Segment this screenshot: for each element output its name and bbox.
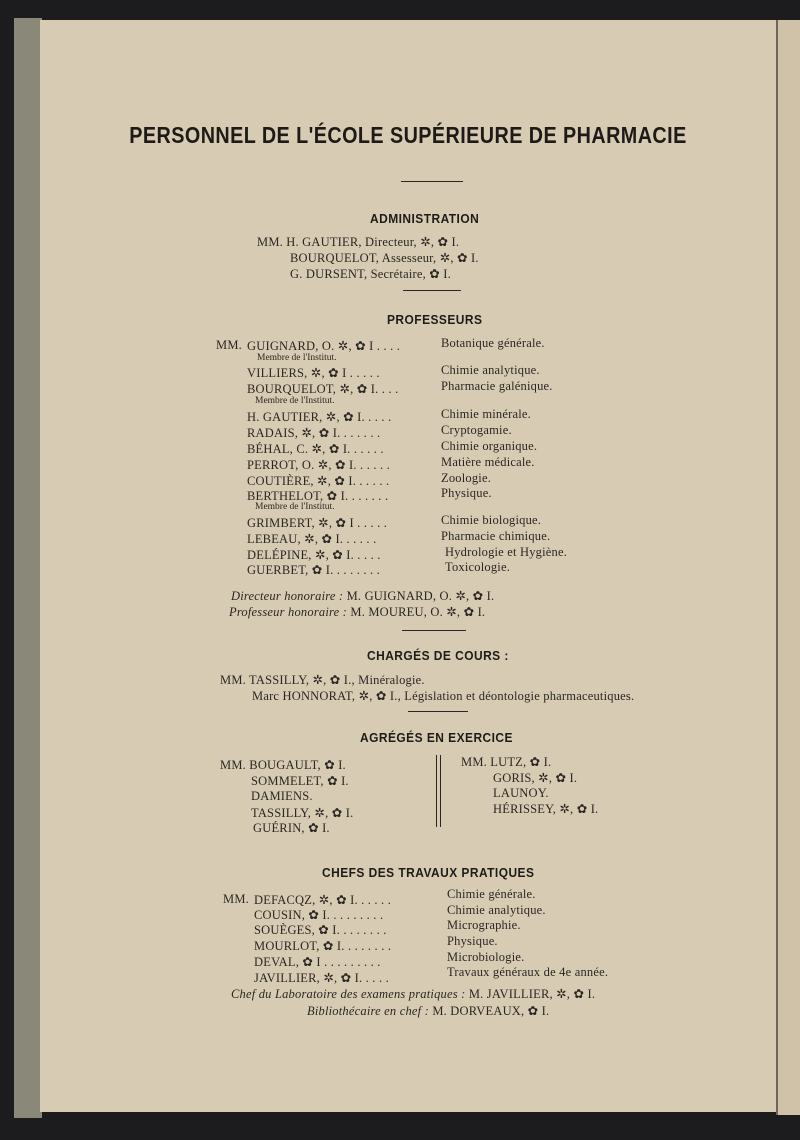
agrege-right: HÉRISSEY, ✲, ✿ I. <box>493 802 599 816</box>
professeur-subject: Cryptogamie. <box>441 423 512 437</box>
document-page <box>40 20 776 1112</box>
institut-note: Membre de l'Institut. <box>255 502 335 512</box>
professeurs-heading: PROFESSEURS <box>387 312 483 327</box>
chef-name: JAVILLIER, ✲, ✿ I. . . . . <box>254 971 389 985</box>
professeur-name: GUERBET, ✿ I. . . . . . . . <box>247 563 380 577</box>
professeur-name: BÉHAL, C. ✲, ✿ I. . . . . . <box>247 442 384 456</box>
section-rule <box>408 711 468 712</box>
institut-note: Membre de l'Institut. <box>257 353 337 363</box>
chef-footer-label: Chef du Laboratoire des examens pratiques : <box>231 987 466 1001</box>
agrege-left: MM. BOUGAULT, ✿ I. <box>220 758 346 772</box>
professeur-subject: Zoologie. <box>441 471 492 485</box>
page-title: PERSONNEL DE L'ÉCOLE SUPÉRIEURE DE PHARMACIE <box>129 122 687 148</box>
professeur-name: VILLIERS, ✲, ✿ I . . . . . <box>247 366 380 380</box>
chef-footer-label: Bibliothécaire en chef : <box>307 1004 429 1018</box>
professeur-subject: Chimie minérale. <box>441 407 531 421</box>
section-rule <box>403 290 461 291</box>
chefs-prefix: MM. <box>223 892 249 906</box>
administration-heading: ADMINISTRATION <box>370 211 480 226</box>
admin-line: BOURQUELOT, Assesseur, ✲, ✿ I. <box>290 251 479 265</box>
professeur-name: GRIMBERT, ✲, ✿ I . . . . . <box>247 516 388 530</box>
professeur-subject: Matière médicale. <box>441 455 535 469</box>
professeur-name: BERTHELOT, ✿ I. . . . . . . <box>247 489 389 503</box>
agrege-left: TASSILLY, ✲, ✿ I. <box>251 806 354 820</box>
agrege-left: SOMMELET, ✿ I. <box>251 774 349 788</box>
chef-footer-value: M. DORVEAUX, ✿ I. <box>432 1004 550 1018</box>
professeur-name: COUTIÈRE, ✲, ✿ I. . . . . . <box>247 474 390 488</box>
next-page-edge <box>776 20 800 1115</box>
chef-subject: Physique. <box>447 934 498 948</box>
chef-name: SOUÈGES, ✿ I. . . . . . . . <box>254 923 387 937</box>
agreges-heading: AGRÉGÉS EN EXERCICE <box>360 730 513 745</box>
column-divider <box>436 755 437 827</box>
chef-name: COUSIN, ✿ I. . . . . . . . . <box>254 908 384 922</box>
agrege-left: DAMIENS. <box>251 789 313 803</box>
chefs-heading: CHEFS DES TRAVAUX PRATIQUES <box>322 865 535 880</box>
professeur-name: BOURQUELOT, ✲, ✿ I. . . . <box>247 382 399 396</box>
chef-name: DEFACQZ, ✲, ✿ I. . . . . . <box>254 893 392 907</box>
section-rule <box>402 630 466 631</box>
professeur-subject: Hydrologie et Hygiène. <box>445 545 568 559</box>
chef-subject: Chimie générale. <box>447 887 536 901</box>
professeur-subject: Pharmacie galénique. <box>441 379 553 393</box>
honoraire-label: Professeur honoraire : <box>229 605 348 619</box>
professeur-subject: Physique. <box>441 486 492 500</box>
chef-name: MOURLOT, ✿ I. . . . . . . . <box>254 939 392 953</box>
agrege-right: MM. LUTZ, ✿ I. <box>461 755 552 769</box>
column-divider <box>440 755 441 827</box>
professeur-subject: Chimie analytique. <box>441 363 540 377</box>
admin-line: MM. H. GAUTIER, Directeur, ✲, ✿ I. <box>257 235 460 249</box>
book-spine <box>14 18 42 1118</box>
professeur-subject: Chimie biologique. <box>441 513 542 527</box>
professeur-name: H. GAUTIER, ✲, ✿ I. . . . . <box>247 410 392 424</box>
title-rule <box>401 181 463 182</box>
honoraire-label: Directeur honoraire : <box>231 589 344 603</box>
professeur-subject: Botanique générale. <box>441 336 545 350</box>
professeurs-prefix: MM. <box>216 338 242 352</box>
honoraire-line <box>231 588 494 604</box>
professeur-name: PERROT, O. ✲, ✿ I. . . . . . <box>247 458 390 472</box>
chef-subject: Chimie analytique. <box>447 903 546 917</box>
agrege-left: GUÉRIN, ✿ I. <box>253 821 330 835</box>
honoraire-value: M. GUIGNARD, O. ✲, ✿ I. <box>346 589 495 603</box>
professeur-subject: Toxicologie. <box>445 560 511 574</box>
chef-footer-line <box>231 986 595 1002</box>
charges-line: Marc HONNORAT, ✲, ✿ I., Législation et déontologie pharmaceutiques. <box>252 689 635 703</box>
admin-line: G. DURSENT, Secrétaire, ✿ I. <box>290 267 451 281</box>
charges-line: MM. TASSILLY, ✲, ✿ I., Minéralogie. <box>220 673 425 687</box>
chef-name: DEVAL, ✿ I . . . . . . . . . <box>254 955 381 969</box>
professeur-subject: Chimie organique. <box>441 439 538 453</box>
chef-subject: Travaux généraux de 4e année. <box>447 965 609 979</box>
agrege-right: LAUNOY. <box>493 786 549 800</box>
professeur-name: DELÉPINE, ✲, ✿ I. . . . . <box>247 548 381 562</box>
professeur-name: RADAIS, ✲, ✿ I. . . . . . . <box>247 426 381 440</box>
professeur-subject: Pharmacie chimique. <box>441 529 551 543</box>
agrege-right: GORIS, ✲, ✿ I. <box>493 771 578 785</box>
charges-heading: CHARGÉS DE COURS : <box>367 648 509 663</box>
chef-subject: Micrographie. <box>447 918 521 932</box>
chef-footer-value: M. JAVILLIER, ✲, ✿ I. <box>468 987 596 1001</box>
professeur-name: LEBEAU, ✲, ✿ I. . . . . . <box>247 532 377 546</box>
institut-note: Membre de l'Institut. <box>255 396 335 406</box>
chef-footer-line <box>307 1003 549 1019</box>
chef-subject: Microbiologie. <box>447 950 525 964</box>
honoraire-value: M. MOUREU, O. ✲, ✿ I. <box>350 605 486 619</box>
professeur-name: GUIGNARD, O. ✲, ✿ I . . . . <box>247 339 401 353</box>
honoraire-line <box>229 604 485 620</box>
